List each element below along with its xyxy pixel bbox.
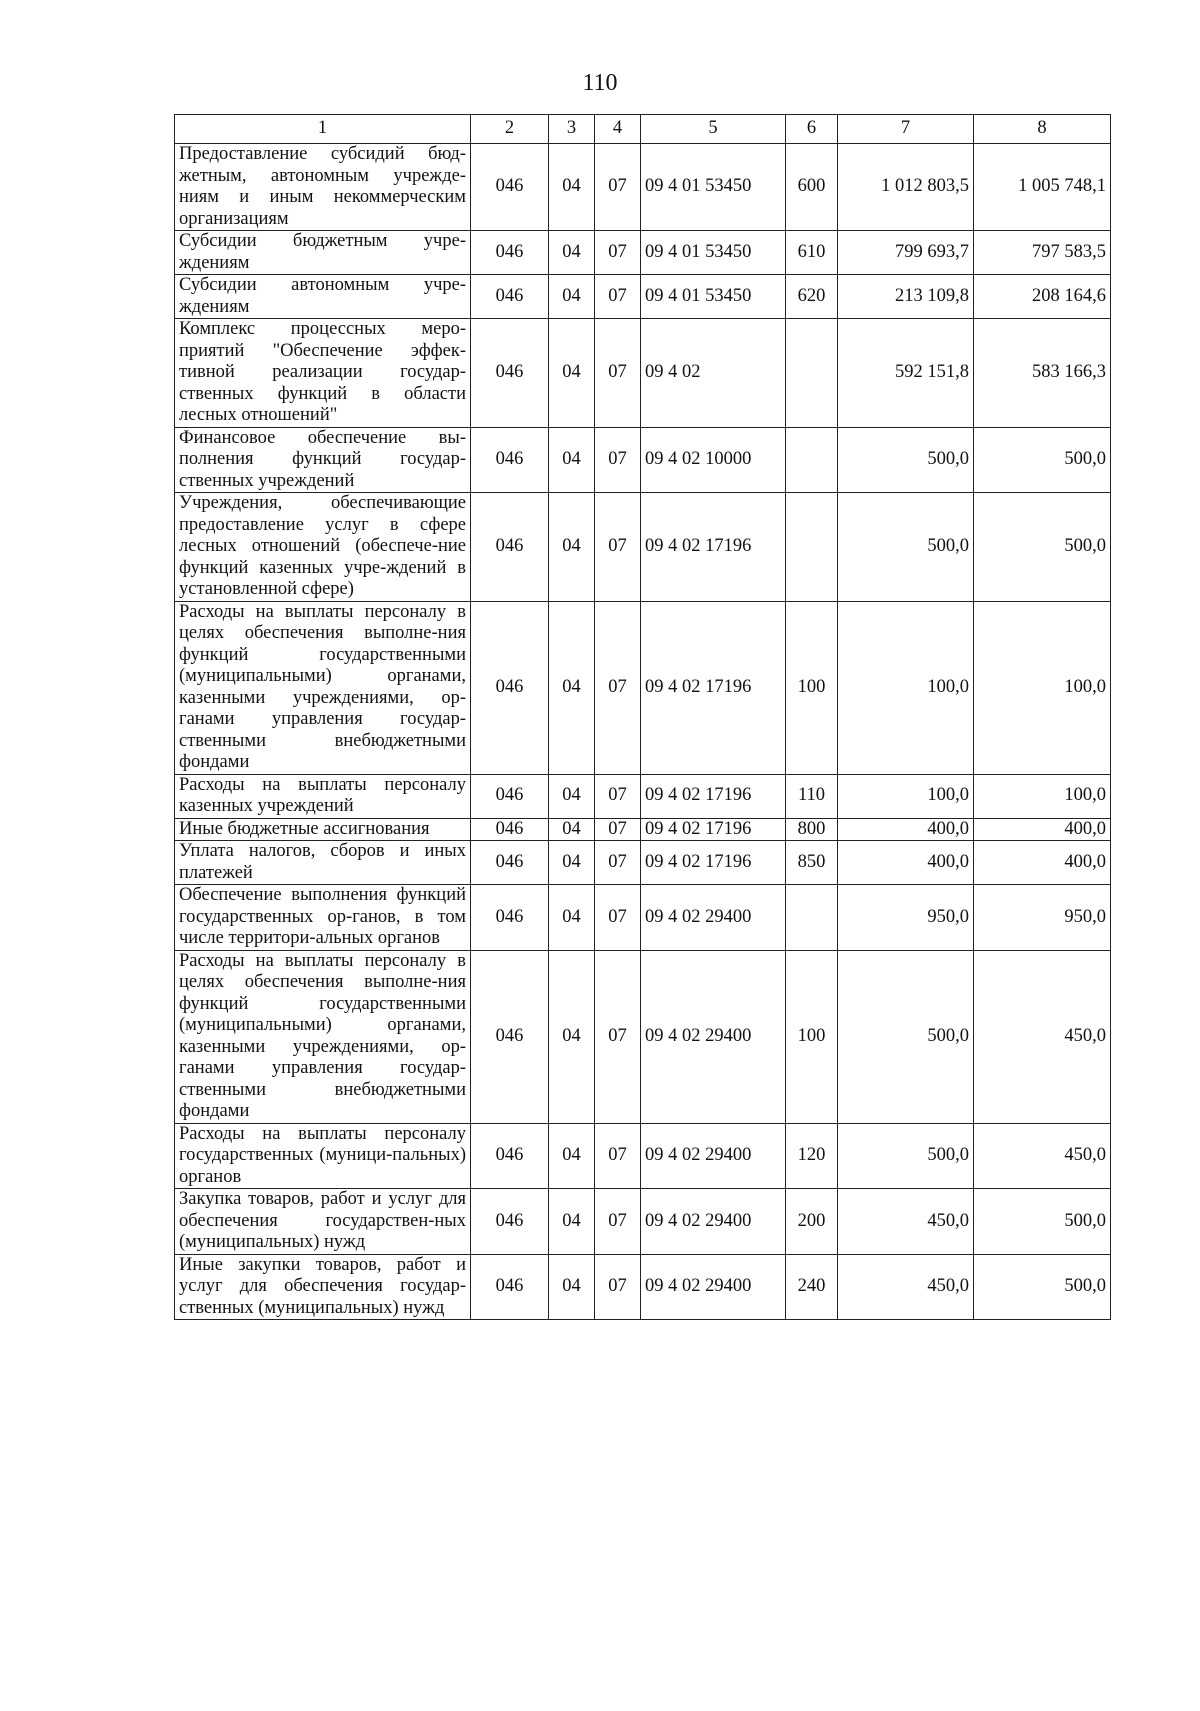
amount-col8-cell: 400,0: [974, 818, 1111, 841]
table-row: [175, 885, 1111, 951]
amount-col7-cell: 500,0: [838, 427, 974, 493]
expense-type-cell: 610: [786, 231, 838, 275]
expense-name-cell: Расходы на выплаты персоналу государственных (муници-пальных) органов: [175, 1123, 471, 1189]
table-row: [175, 493, 1111, 602]
target-article-cell: 09 4 02 17196: [641, 601, 786, 774]
section-cell: 04: [549, 1254, 595, 1320]
column-header: 3: [549, 115, 595, 144]
ministry-code-cell: 046: [471, 1189, 549, 1255]
subsection-cell: 07: [595, 1123, 641, 1189]
ministry-code-cell: 046: [471, 950, 549, 1123]
table-row: [175, 319, 1111, 428]
section-cell: 04: [549, 493, 595, 602]
expense-type-cell: 850: [786, 841, 838, 885]
section-cell: 04: [549, 818, 595, 841]
table-row: [175, 774, 1111, 818]
subsection-cell: 07: [595, 950, 641, 1123]
amount-col7-cell: 500,0: [838, 1123, 974, 1189]
ministry-code-cell: 046: [471, 319, 549, 428]
column-header: 5: [641, 115, 786, 144]
table-row: [175, 818, 1111, 841]
amount-col7-cell: 450,0: [838, 1189, 974, 1255]
table-row: [175, 1254, 1111, 1320]
table-row: [175, 841, 1111, 885]
expense-name-cell: Предоставление субсидий бюд-жетным, автономным учрежде-ниям и иным некоммерческим организациям: [175, 144, 471, 231]
column-header: 7: [838, 115, 974, 144]
table-row: [175, 231, 1111, 275]
ministry-code-cell: 046: [471, 841, 549, 885]
amount-col8-cell: 500,0: [974, 1189, 1111, 1255]
section-cell: 04: [549, 319, 595, 428]
column-header: 2: [471, 115, 549, 144]
subsection-cell: 07: [595, 885, 641, 951]
target-article-cell: 09 4 02 29400: [641, 885, 786, 951]
ministry-code-cell: 046: [471, 144, 549, 231]
target-article-cell: 09 4 01 53450: [641, 231, 786, 275]
amount-col8-cell: 797 583,5: [974, 231, 1111, 275]
amount-col7-cell: 100,0: [838, 601, 974, 774]
ministry-code-cell: 046: [471, 275, 549, 319]
section-cell: 04: [549, 427, 595, 493]
target-article-cell: 09 4 02 10000: [641, 427, 786, 493]
table-header-row: [175, 115, 1111, 144]
target-article-cell: 09 4 01 53450: [641, 144, 786, 231]
amount-col8-cell: 450,0: [974, 1123, 1111, 1189]
amount-col7-cell: 1 012 803,5: [838, 144, 974, 231]
amount-col7-cell: 400,0: [838, 818, 974, 841]
target-article-cell: 09 4 02 17196: [641, 493, 786, 602]
subsection-cell: 07: [595, 1254, 641, 1320]
ministry-code-cell: 046: [471, 601, 549, 774]
amount-col7-cell: 400,0: [838, 841, 974, 885]
subsection-cell: 07: [595, 601, 641, 774]
target-article-cell: 09 4 02 17196: [641, 774, 786, 818]
target-article-cell: 09 4 02 17196: [641, 841, 786, 885]
ministry-code-cell: 046: [471, 1254, 549, 1320]
target-article-cell: 09 4 02 29400: [641, 1123, 786, 1189]
expense-name-cell: Расходы на выплаты персоналу казенных учреждений: [175, 774, 471, 818]
expense-name-cell: Иные бюджетные ассигнования: [175, 818, 471, 841]
amount-col7-cell: 500,0: [838, 493, 974, 602]
expense-name-cell: Учреждения, обеспечивающие предоставление услуг в сфере лесных отношений (обеспече-ние функций казенных учре-ждений в установленной сфере): [175, 493, 471, 602]
expense-type-cell: 110: [786, 774, 838, 818]
subsection-cell: 07: [595, 818, 641, 841]
table-row: [175, 1189, 1111, 1255]
expense-type-cell: 240: [786, 1254, 838, 1320]
section-cell: 04: [549, 841, 595, 885]
ministry-code-cell: 046: [471, 427, 549, 493]
expense-type-cell: 100: [786, 950, 838, 1123]
target-article-cell: 09 4 01 53450: [641, 275, 786, 319]
amount-col8-cell: 500,0: [974, 1254, 1111, 1320]
expense-type-cell: 620: [786, 275, 838, 319]
expense-type-cell: [786, 319, 838, 428]
amount-col8-cell: 583 166,3: [974, 319, 1111, 428]
expense-type-cell: 200: [786, 1189, 838, 1255]
column-header: 6: [786, 115, 838, 144]
amount-col7-cell: 500,0: [838, 950, 974, 1123]
expense-name-cell: Расходы на выплаты персоналу в целях обеспечения выполне-ния функций государственными (муниципальными) органами, казенными учреждениями, ор-ганами управления государ-ственными внебюджетными фондами: [175, 950, 471, 1123]
section-cell: 04: [549, 774, 595, 818]
subsection-cell: 07: [595, 275, 641, 319]
amount-col8-cell: 500,0: [974, 493, 1111, 602]
expense-name-cell: Иные закупки товаров, работ и услуг для обеспечения государ-ственных (муниципальных) нужд: [175, 1254, 471, 1320]
expense-name-cell: Комплекс процессных меро-приятий "Обеспечение эффек-тивной реализации государ-ственных функций в области лесных отношений": [175, 319, 471, 428]
target-article-cell: 09 4 02 17196: [641, 818, 786, 841]
ministry-code-cell: 046: [471, 1123, 549, 1189]
table-row: [175, 601, 1111, 774]
amount-col7-cell: 592 151,8: [838, 319, 974, 428]
subsection-cell: 07: [595, 231, 641, 275]
section-cell: 04: [549, 144, 595, 231]
subsection-cell: 07: [595, 841, 641, 885]
expense-name-cell: Расходы на выплаты персоналу в целях обеспечения выполне-ния функций государственными (муниципальными) органами, казенными учреждениями, ор-ганами управления государ-ственными внебюджетными фондами: [175, 601, 471, 774]
amount-col7-cell: 950,0: [838, 885, 974, 951]
amount-col8-cell: 500,0: [974, 427, 1111, 493]
table-row: [175, 275, 1111, 319]
expense-name-cell: Субсидии автономным учре-ждениям: [175, 275, 471, 319]
expense-name-cell: Уплата налогов, сборов и иных платежей: [175, 841, 471, 885]
expense-type-cell: 800: [786, 818, 838, 841]
amount-col8-cell: 100,0: [974, 774, 1111, 818]
section-cell: 04: [549, 275, 595, 319]
ministry-code-cell: 046: [471, 818, 549, 841]
expense-type-cell: 100: [786, 601, 838, 774]
amount-col7-cell: 100,0: [838, 774, 974, 818]
expense-type-cell: [786, 885, 838, 951]
target-article-cell: 09 4 02: [641, 319, 786, 428]
amount-col8-cell: 450,0: [974, 950, 1111, 1123]
table-row: [175, 427, 1111, 493]
amount-col8-cell: 100,0: [974, 601, 1111, 774]
section-cell: 04: [549, 1189, 595, 1255]
column-header: 4: [595, 115, 641, 144]
ministry-code-cell: 046: [471, 885, 549, 951]
target-article-cell: 09 4 02 29400: [641, 950, 786, 1123]
expense-type-cell: [786, 493, 838, 602]
table-row: [175, 144, 1111, 231]
table-row: [175, 1123, 1111, 1189]
ministry-code-cell: 046: [471, 774, 549, 818]
subsection-cell: 07: [595, 493, 641, 602]
table-row: [175, 950, 1111, 1123]
expense-name-cell: Субсидии бюджетным учре-ждениям: [175, 231, 471, 275]
subsection-cell: 07: [595, 319, 641, 428]
column-header: 8: [974, 115, 1111, 144]
section-cell: 04: [549, 950, 595, 1123]
expense-type-cell: 600: [786, 144, 838, 231]
column-header: 1: [175, 115, 471, 144]
section-cell: 04: [549, 1123, 595, 1189]
section-cell: 04: [549, 601, 595, 774]
page-number: 110: [582, 70, 618, 96]
section-cell: 04: [549, 885, 595, 951]
amount-col7-cell: 799 693,7: [838, 231, 974, 275]
section-cell: 04: [549, 231, 595, 275]
expense-name-cell: Обеспечение выполнения функций государственных ор-ганов, в том числе территори-альных органов: [175, 885, 471, 951]
subsection-cell: 07: [595, 144, 641, 231]
subsection-cell: 07: [595, 427, 641, 493]
amount-col8-cell: 208 164,6: [974, 275, 1111, 319]
target-article-cell: 09 4 02 29400: [641, 1254, 786, 1320]
amount-col7-cell: 213 109,8: [838, 275, 974, 319]
target-article-cell: 09 4 02 29400: [641, 1189, 786, 1255]
subsection-cell: 07: [595, 1189, 641, 1255]
budget-table: [174, 114, 1111, 1320]
amount-col8-cell: 400,0: [974, 841, 1111, 885]
expense-type-cell: [786, 427, 838, 493]
ministry-code-cell: 046: [471, 493, 549, 602]
ministry-code-cell: 046: [471, 231, 549, 275]
expense-name-cell: Закупка товаров, работ и услуг для обеспечения государствен-ных (муниципальных) нужд: [175, 1189, 471, 1255]
amount-col8-cell: 950,0: [974, 885, 1111, 951]
expense-name-cell: Финансовое обеспечение вы-полнения функций государ-ственных учреждений: [175, 427, 471, 493]
expense-type-cell: 120: [786, 1123, 838, 1189]
amount-col7-cell: 450,0: [838, 1254, 974, 1320]
amount-col8-cell: 1 005 748,1: [974, 144, 1111, 231]
subsection-cell: 07: [595, 774, 641, 818]
